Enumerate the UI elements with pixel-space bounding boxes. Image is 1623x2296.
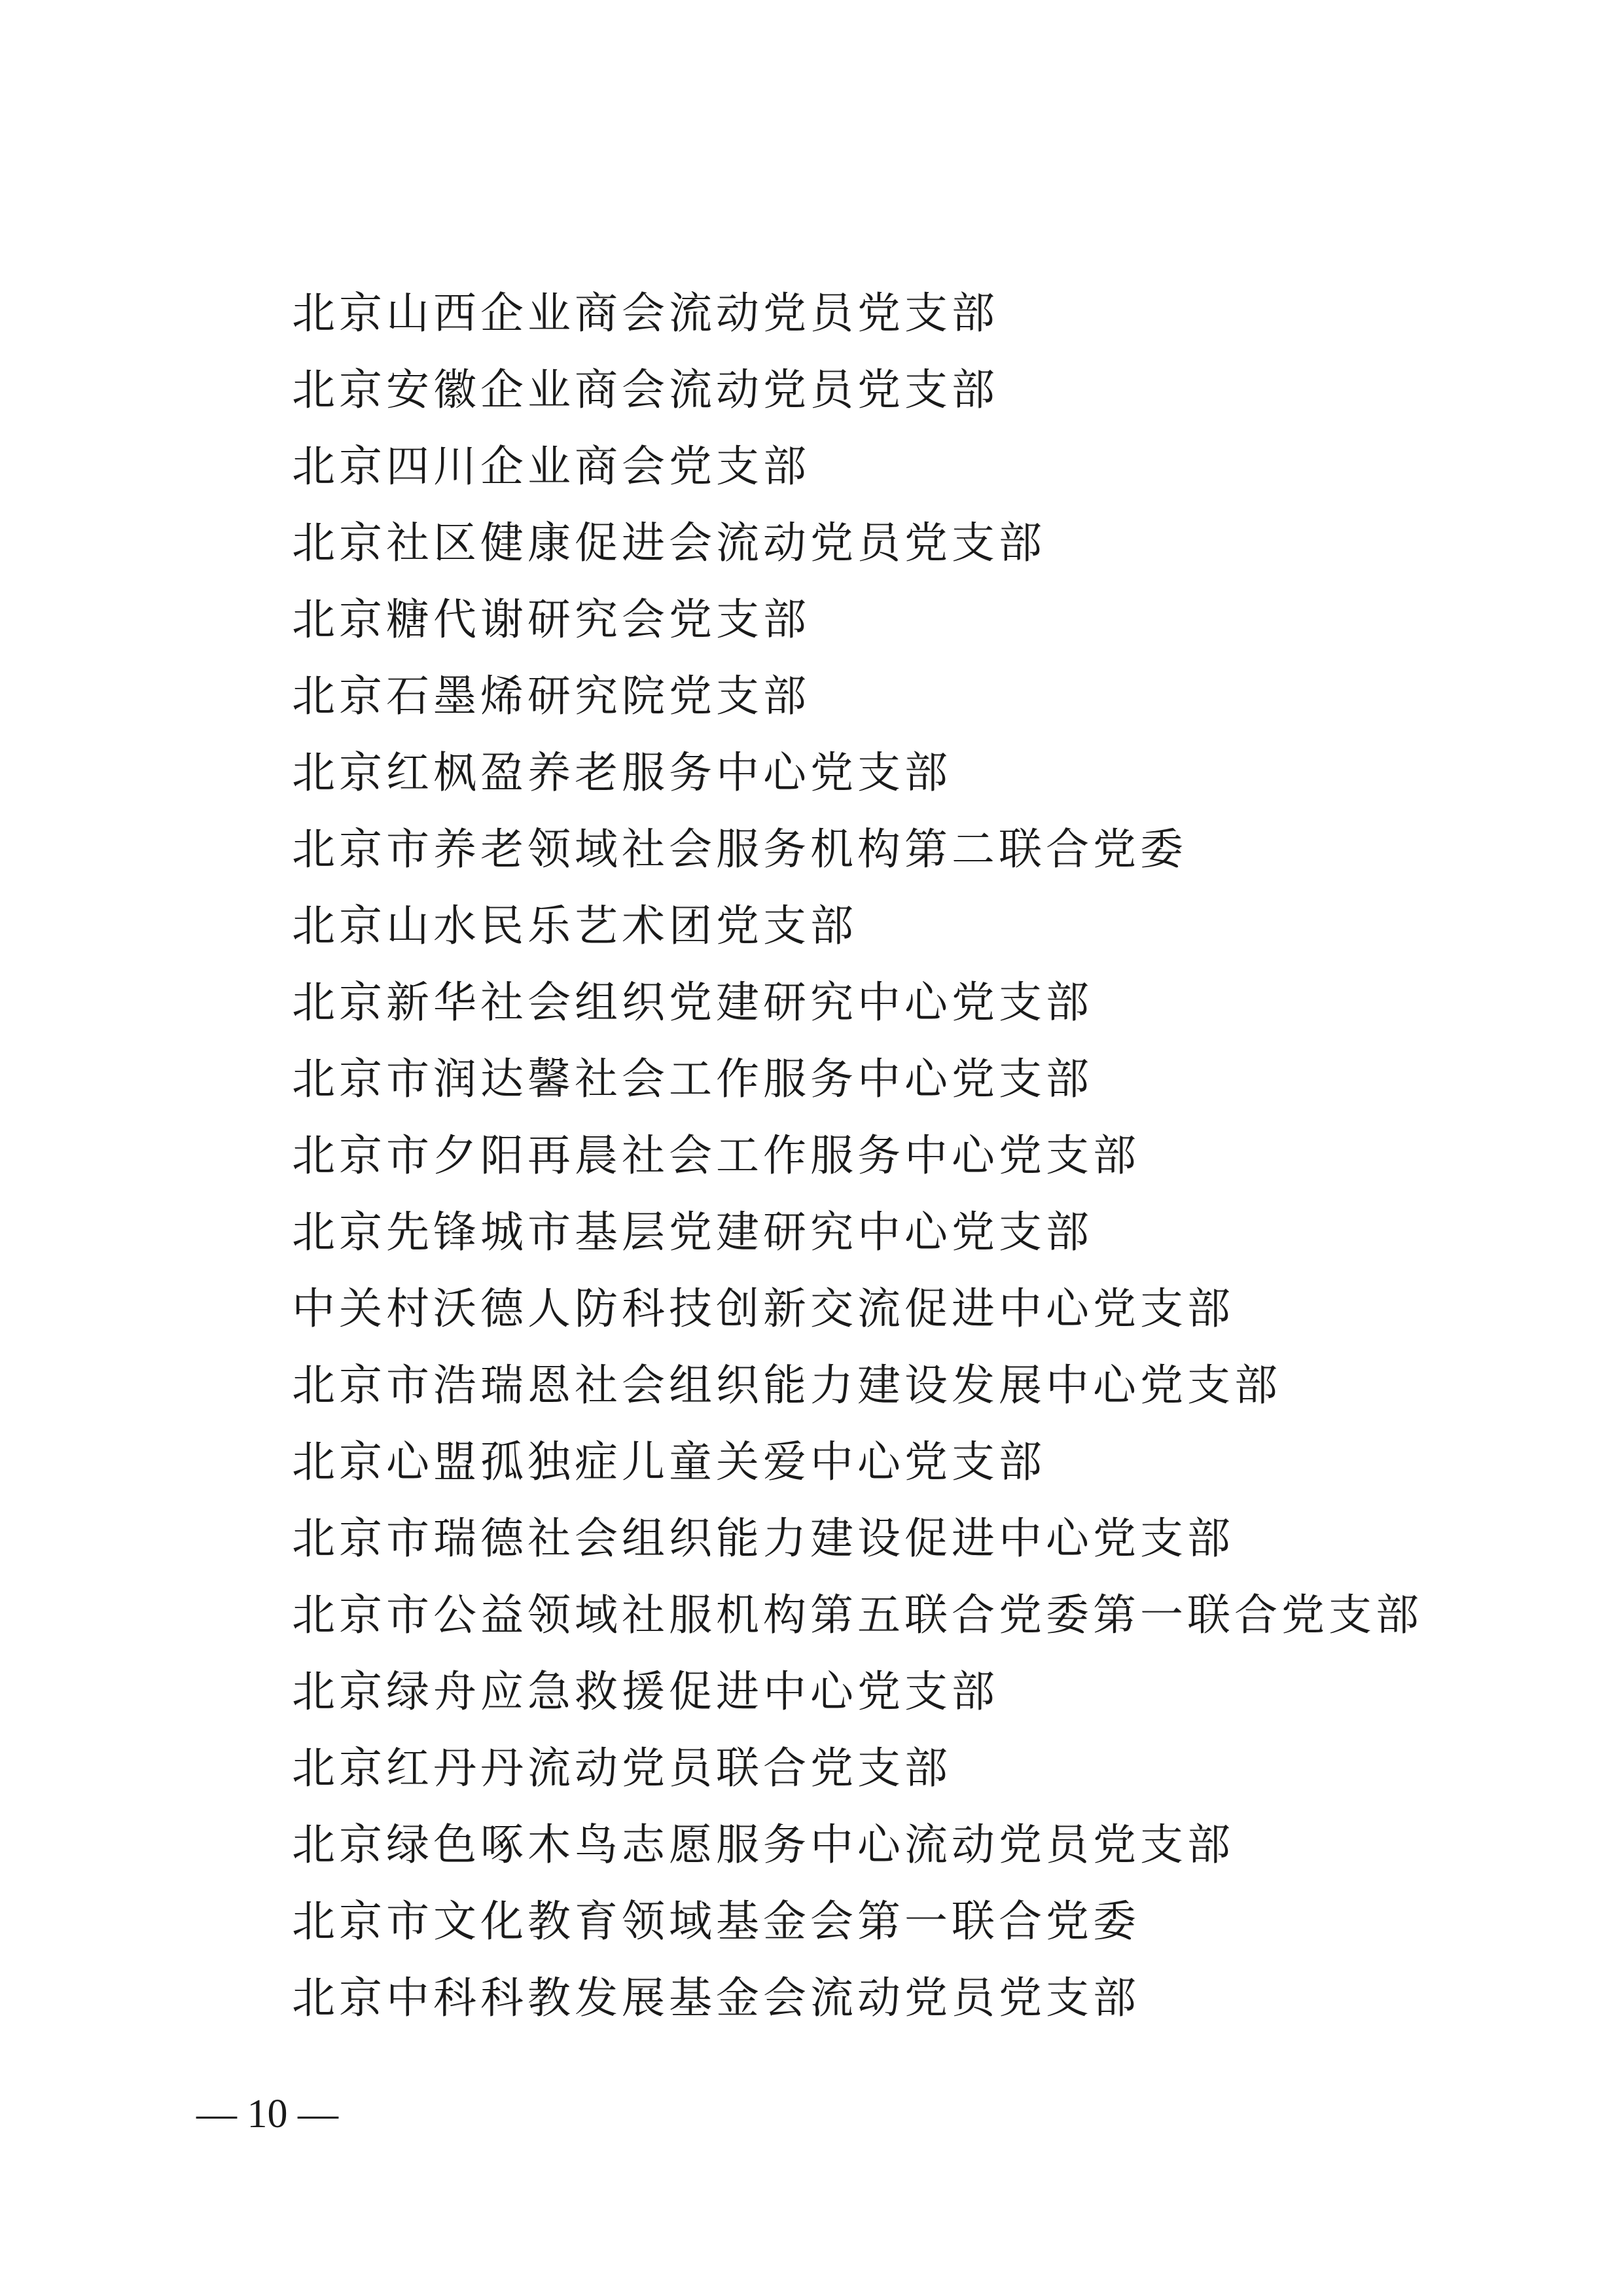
list-item: 北京糖代谢研究会党支部 [292,594,810,645]
list-item: 北京市文化教育领域基金会第一联合党委 [292,1896,1140,1946]
list-item: 北京红丹丹流动党员联合党支部 [292,1743,952,1793]
list-item: 北京心盟孤独症儿童关爱中心党支部 [292,1437,1046,1487]
list-item: 北京市浩瑞恩社会组织能力建设发展中心党支部 [292,1360,1281,1410]
page-number: — 10 — [196,2092,338,2136]
list-item: 北京绿舟应急救援促进中心党支部 [292,1666,999,1717]
list-item: 北京山水民乐艺术团党支部 [292,901,857,951]
list-item: 北京安徽企业商会流动党员党支部 [292,365,999,415]
list-item: 北京石墨烯研究院党支部 [292,671,810,721]
list-item: 北京社区健康促进会流动党员党支部 [292,518,1046,568]
list-item: 北京山西企业商会流动党员党支部 [292,288,999,338]
list-item: 中关村沃德人防科技创新交流促进中心党支部 [292,1283,1234,1334]
list-item: 北京新华社会组织党建研究中心党支部 [292,977,1093,1028]
list-item: 北京红枫盈养老服务中心党支部 [292,747,952,798]
list-item: 北京市夕阳再晨社会工作服务中心党支部 [292,1130,1140,1181]
list-item: 北京先锋城市基层党建研究中心党支部 [292,1207,1093,1257]
list-item: 北京市润达馨社会工作服务中心党支部 [292,1054,1093,1104]
list-item: 北京四川企业商会党支部 [292,441,810,492]
list-item: 北京中科科教发展基金会流动党员党支部 [292,1973,1140,2023]
list-item: 北京绿色啄木鸟志愿服务中心流动党员党支部 [292,1820,1234,1870]
organization-list [292,275,1423,2036]
list-item: 北京市瑞德社会组织能力建设促进中心党支部 [292,1513,1234,1564]
list-item: 北京市公益领域社服机构第五联合党委第一联合党支部 [292,1590,1423,1640]
list-item: 北京市养老领域社会服务机构第二联合党委 [292,824,1187,874]
